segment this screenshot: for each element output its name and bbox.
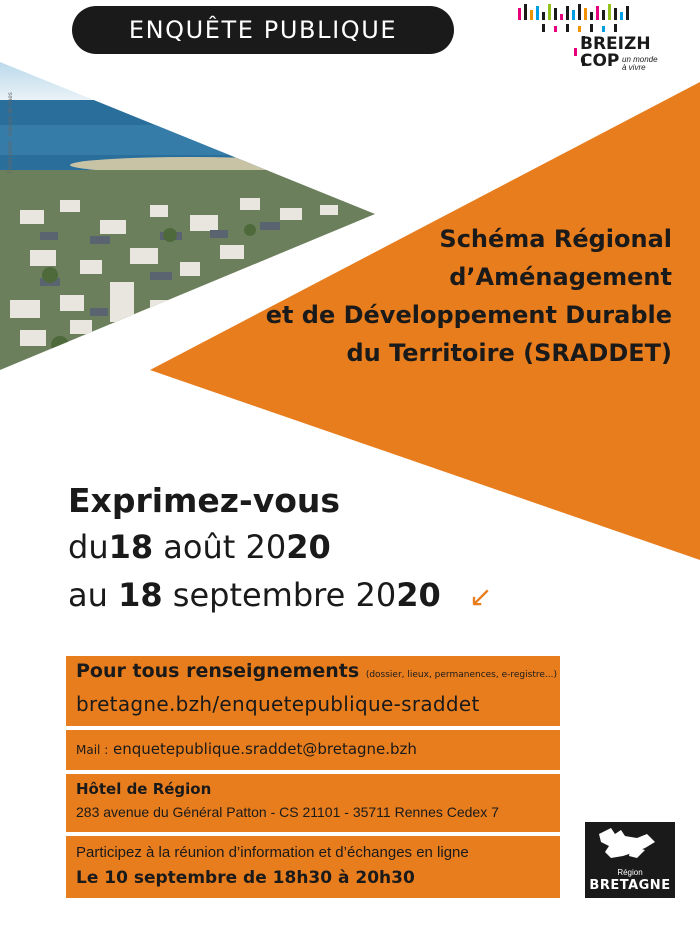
photo-credit: Crédit photo : Auteurs de Vues bbox=[7, 92, 14, 174]
date-from: du18 août 2020 bbox=[68, 528, 331, 566]
info-title: Pour tous renseignements (dossier, lieux, permanences, e-registre...) bbox=[76, 660, 557, 682]
date-to: au 18 septembre 2020 ↙ bbox=[68, 571, 492, 621]
venue-address: 283 avenue du Général Patton - CS 21101 - 35711 Rennes Cedex 7 bbox=[76, 804, 499, 820]
mail-label: Mail : bbox=[76, 743, 109, 757]
mail-link[interactable]: enquetepublique.sraddet@bretagne.bzh bbox=[113, 740, 417, 758]
ermine-icon bbox=[585, 822, 675, 868]
mail-line bbox=[76, 740, 417, 758]
logo-wordmark: BREIZH COP bbox=[580, 34, 651, 71]
meeting-invite: Participez à la réunion d’information et d’échanges en ligne bbox=[76, 844, 469, 861]
headline bbox=[68, 479, 492, 621]
info-box-contact bbox=[66, 656, 560, 726]
breizh-cop-logo bbox=[512, 2, 662, 76]
venue-name: Hôtel de Région bbox=[76, 780, 212, 798]
headline-main: Exprimez-vous bbox=[68, 481, 341, 520]
arrow-down-left-icon: ↙ bbox=[468, 580, 493, 613]
info-box-mail bbox=[66, 730, 560, 770]
info-url-link[interactable]: bretagne.bzh/enquetepublique-sraddet bbox=[76, 692, 480, 716]
meeting-date: Le 10 septembre de 18h30 à 20h30 bbox=[76, 868, 415, 888]
info-box-meeting bbox=[66, 836, 560, 898]
info-title-note: (dossier, lieux, permanences, e-registre...) bbox=[365, 670, 557, 680]
document-title: Schéma Régional d’Aménagement et de Développement Durable du Territoire (SRADDET) bbox=[265, 225, 672, 367]
banner-label: ENQUÊTE PUBLIQUE bbox=[128, 16, 398, 44]
logo-tagline: un monde à vivre bbox=[622, 55, 658, 72]
region-bretagne-logo: Région BRETAGNE bbox=[585, 822, 675, 898]
info-box-address bbox=[66, 774, 560, 832]
enquete-publique-banner bbox=[72, 6, 454, 54]
